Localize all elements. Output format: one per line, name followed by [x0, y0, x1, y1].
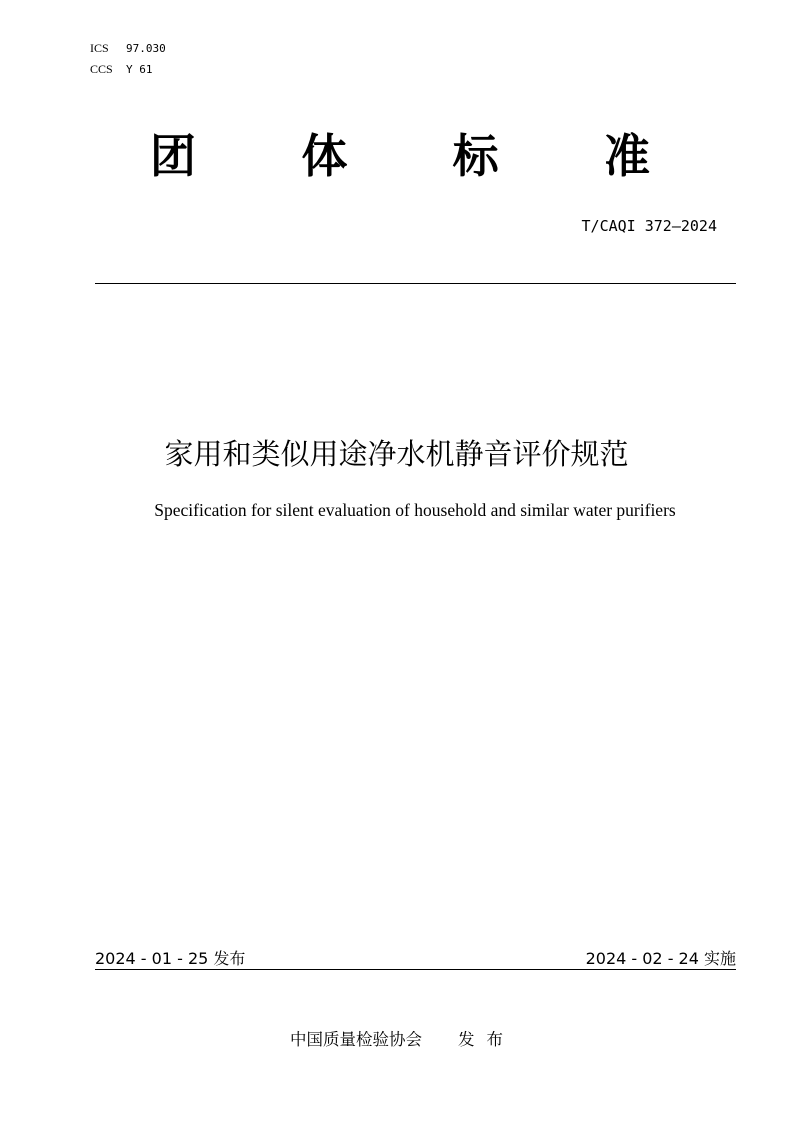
title-english: Specification for silent evaluation of household and similar water purifiers [154, 500, 676, 520]
publisher-name: 中国质量检验协会 [290, 1030, 422, 1049]
implementation-date: 2024 - 02 - 24 实施 [585, 949, 736, 968]
publisher [290, 1026, 515, 1050]
classification-codes [90, 38, 166, 80]
issue-date: 2024 - 01 - 25 发布 [95, 949, 246, 968]
ics-code: ICS 97.030 [90, 41, 166, 55]
title-chinese: 家用和类似用途净水机静音评价规范 [164, 437, 629, 471]
publisher-action: 发布 [458, 1030, 515, 1049]
doc-type-char: 体 [301, 129, 348, 183]
top-divider [95, 283, 736, 284]
standard-number: T/CAQI 372—2024 [581, 217, 717, 235]
doc-type-char: 标 [452, 129, 499, 183]
ccs-code: CCS Y 61 [90, 62, 153, 76]
doc-type-char: 准 [603, 129, 650, 183]
bottom-divider [95, 969, 736, 970]
document-type-heading [150, 120, 650, 186]
doc-type-char: 团 [150, 129, 196, 183]
